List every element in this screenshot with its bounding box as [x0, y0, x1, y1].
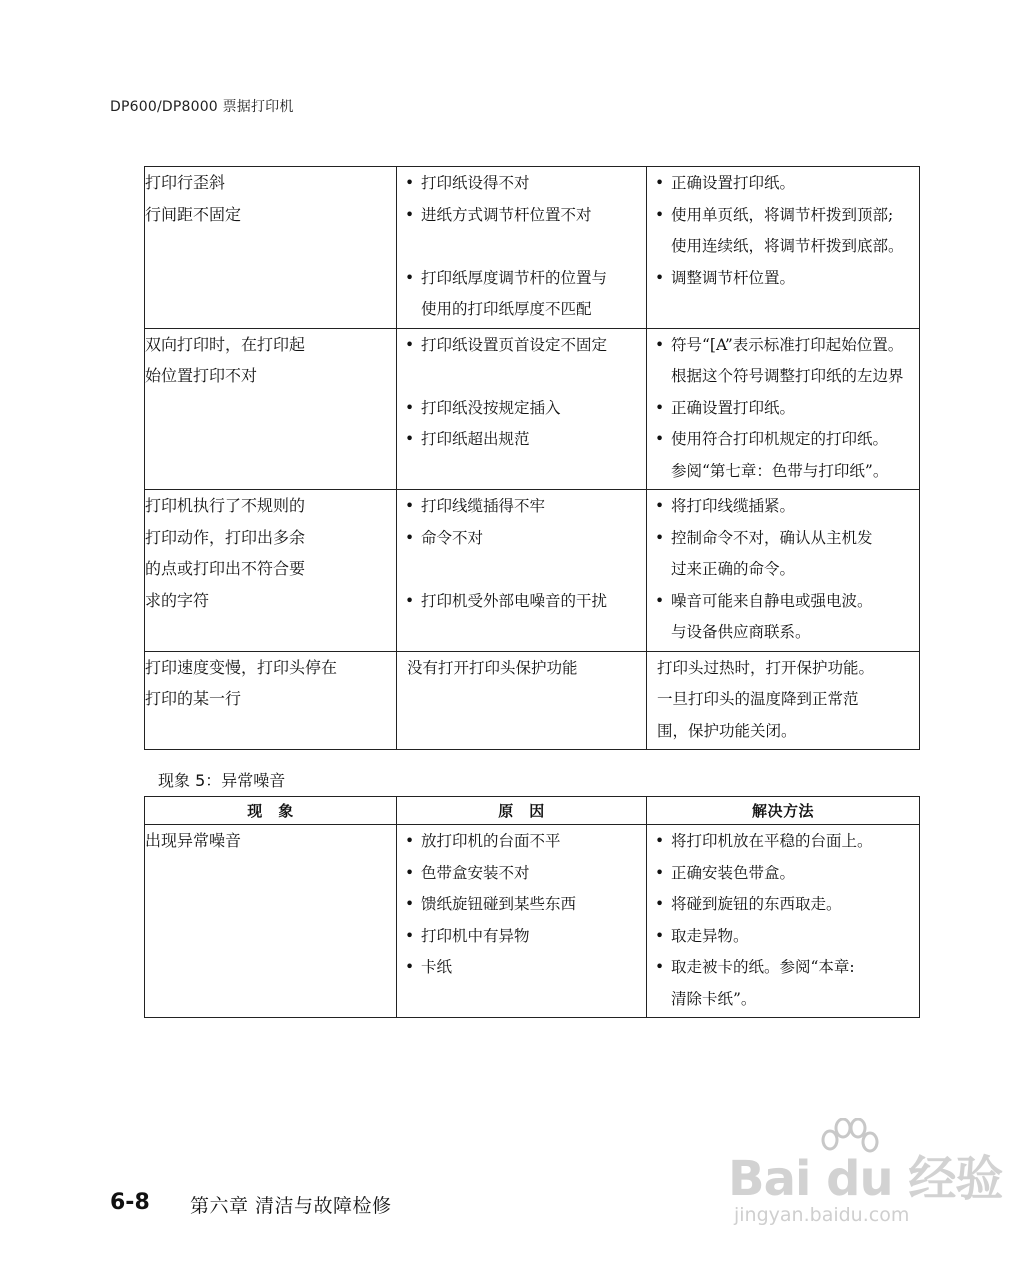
text-line: • 控制命令不对，确认从主机发	[653, 523, 915, 555]
solution-cell	[647, 328, 920, 490]
table-row	[145, 825, 920, 1018]
baidu-watermark	[728, 1118, 1003, 1238]
text-line: • 取走被卡的纸。参阅“本章:	[653, 952, 915, 984]
paw-icon	[816, 1118, 880, 1188]
spacer-line	[403, 984, 642, 1016]
running-header: DP600/DP8000 票据打印机	[110, 99, 294, 115]
text-line: • 使用单页纸，将调节杆拨到顶部;	[653, 200, 915, 232]
phenomenon-text: 打印动作，打印出多余	[145, 527, 306, 547]
text-line: • 打印机受外部电噪音的干扰	[403, 586, 642, 618]
phenomenon-text: 出现异常噪音	[145, 831, 242, 850]
troubleshooting-table	[144, 166, 920, 750]
phenomenon-text: 双向打印时，在打印起	[145, 334, 306, 354]
text-line: • 打印纸设置页首设定不固定	[403, 330, 642, 362]
spacer-line	[403, 617, 642, 649]
phenomenon-cell	[145, 825, 397, 1018]
cause-cell	[397, 167, 647, 329]
header-phenomenon: 现 象	[145, 797, 397, 825]
text-line: 使用连续纸，将调节杆拨到底部。	[671, 237, 904, 255]
text-line: • 打印纸厚度调节杆的位置与	[403, 263, 642, 295]
table-row	[145, 167, 920, 329]
header-solution: 解决方法	[647, 797, 920, 825]
text-line: • 将打印机放在平稳的台面上。	[653, 826, 915, 858]
text-line: • 将碰到旋钮的东西取走。	[653, 889, 915, 921]
text-line: 根据这个符号调整打印纸的左边界	[671, 367, 904, 385]
table-header-row	[145, 797, 920, 825]
text-line: 没有打开打印头保护功能	[407, 658, 578, 677]
text-line: • 打印纸没按规定插入	[403, 393, 642, 425]
watermark-url: jingyan.baidu.com	[734, 1204, 910, 1226]
chapter-title: 第六章 清洁与故障检修	[190, 1195, 392, 1217]
text-line: 打印头过热时，打开保护功能。	[657, 658, 875, 677]
spacer-line	[403, 361, 642, 393]
phenomenon-text: 打印速度变慢，打印头停在	[145, 657, 338, 677]
solution-cell	[647, 490, 920, 652]
phenomenon-text: 打印机执行了不规则的	[145, 496, 306, 515]
text-line: 使用的打印纸厚度不匹配	[421, 300, 592, 318]
text-line: • 卡纸	[403, 952, 642, 984]
text-line: • 命令不对	[403, 523, 642, 555]
cause-cell	[397, 328, 647, 490]
phenomenon-text: 的点或打印出不符合要	[145, 559, 306, 578]
text-line: • 符号“[A”表示标准打印起始位置。	[653, 330, 915, 362]
text-line: 参阅“第七章：色带与打印纸”。	[671, 461, 889, 480]
text-line: 一旦打印头的温度降到正常范	[657, 690, 859, 708]
solution-cell	[647, 167, 920, 329]
spacer-line	[653, 294, 915, 326]
spacer-line	[403, 231, 642, 263]
phenomenon-cell	[145, 490, 397, 652]
text-line: • 正确设置打印纸。	[653, 393, 915, 425]
phenomenon-text: 打印行歪斜	[145, 173, 226, 192]
phenomenon-cell	[145, 651, 397, 750]
text-line: 清除卡纸”。	[671, 989, 757, 1008]
phenomenon-cell	[145, 328, 397, 490]
text-line: • 噪音可能来自静电或强电波。	[653, 586, 915, 618]
solution-cell	[647, 651, 920, 750]
phenomenon-text: 始位置打印不对	[145, 366, 258, 385]
solution-cell	[647, 825, 920, 1018]
noise-table	[144, 796, 920, 1018]
text-line: 过来正确的命令。	[671, 560, 796, 578]
text-line: • 调整调节杆位置。	[653, 263, 915, 295]
table-row	[145, 490, 920, 652]
text-line: • 取走异物。	[653, 921, 915, 953]
text-line: • 打印纸超出规范	[403, 424, 642, 456]
text-line: 围，保护功能关闭。	[657, 721, 797, 740]
phenomenon-cell	[145, 167, 397, 329]
text-line: 与设备供应商联系。	[671, 623, 811, 641]
text-line: • 正确安装色带盒。	[653, 858, 915, 890]
text-line: • 放打印机的台面不平	[403, 826, 642, 858]
spacer-line	[403, 456, 642, 488]
header-cause: 原 因	[397, 797, 647, 825]
text-line: • 打印纸设得不对	[403, 168, 642, 200]
text-line: • 使用符合打印机规定的打印纸。	[653, 424, 915, 456]
phenomenon-text: 打印的某一行	[145, 689, 242, 708]
section-title: 现象 5：异常噪音	[158, 771, 286, 790]
spacer-line	[403, 554, 642, 586]
cause-cell	[397, 825, 647, 1018]
text-line: • 正确设置打印纸。	[653, 168, 915, 200]
watermark-logo: Bai du 经验	[728, 1151, 1003, 1207]
page-number: 6-8	[110, 1190, 150, 1215]
cause-cell	[397, 490, 647, 652]
phenomenon-text: 行间距不固定	[145, 204, 242, 224]
text-line: • 将打印线缆插紧。	[653, 491, 915, 523]
table-row	[145, 651, 920, 750]
cause-cell	[397, 651, 647, 750]
text-line: • 色带盒安装不对	[403, 858, 642, 890]
text-line: • 馈纸旋钮碰到某些东西	[403, 889, 642, 921]
text-line: • 打印线缆插得不牢	[403, 491, 642, 523]
text-line: • 打印机中有异物	[403, 921, 642, 953]
phenomenon-text: 求的字符	[145, 590, 210, 610]
text-line: • 进纸方式调节杆位置不对	[403, 200, 642, 232]
table-row	[145, 328, 920, 490]
